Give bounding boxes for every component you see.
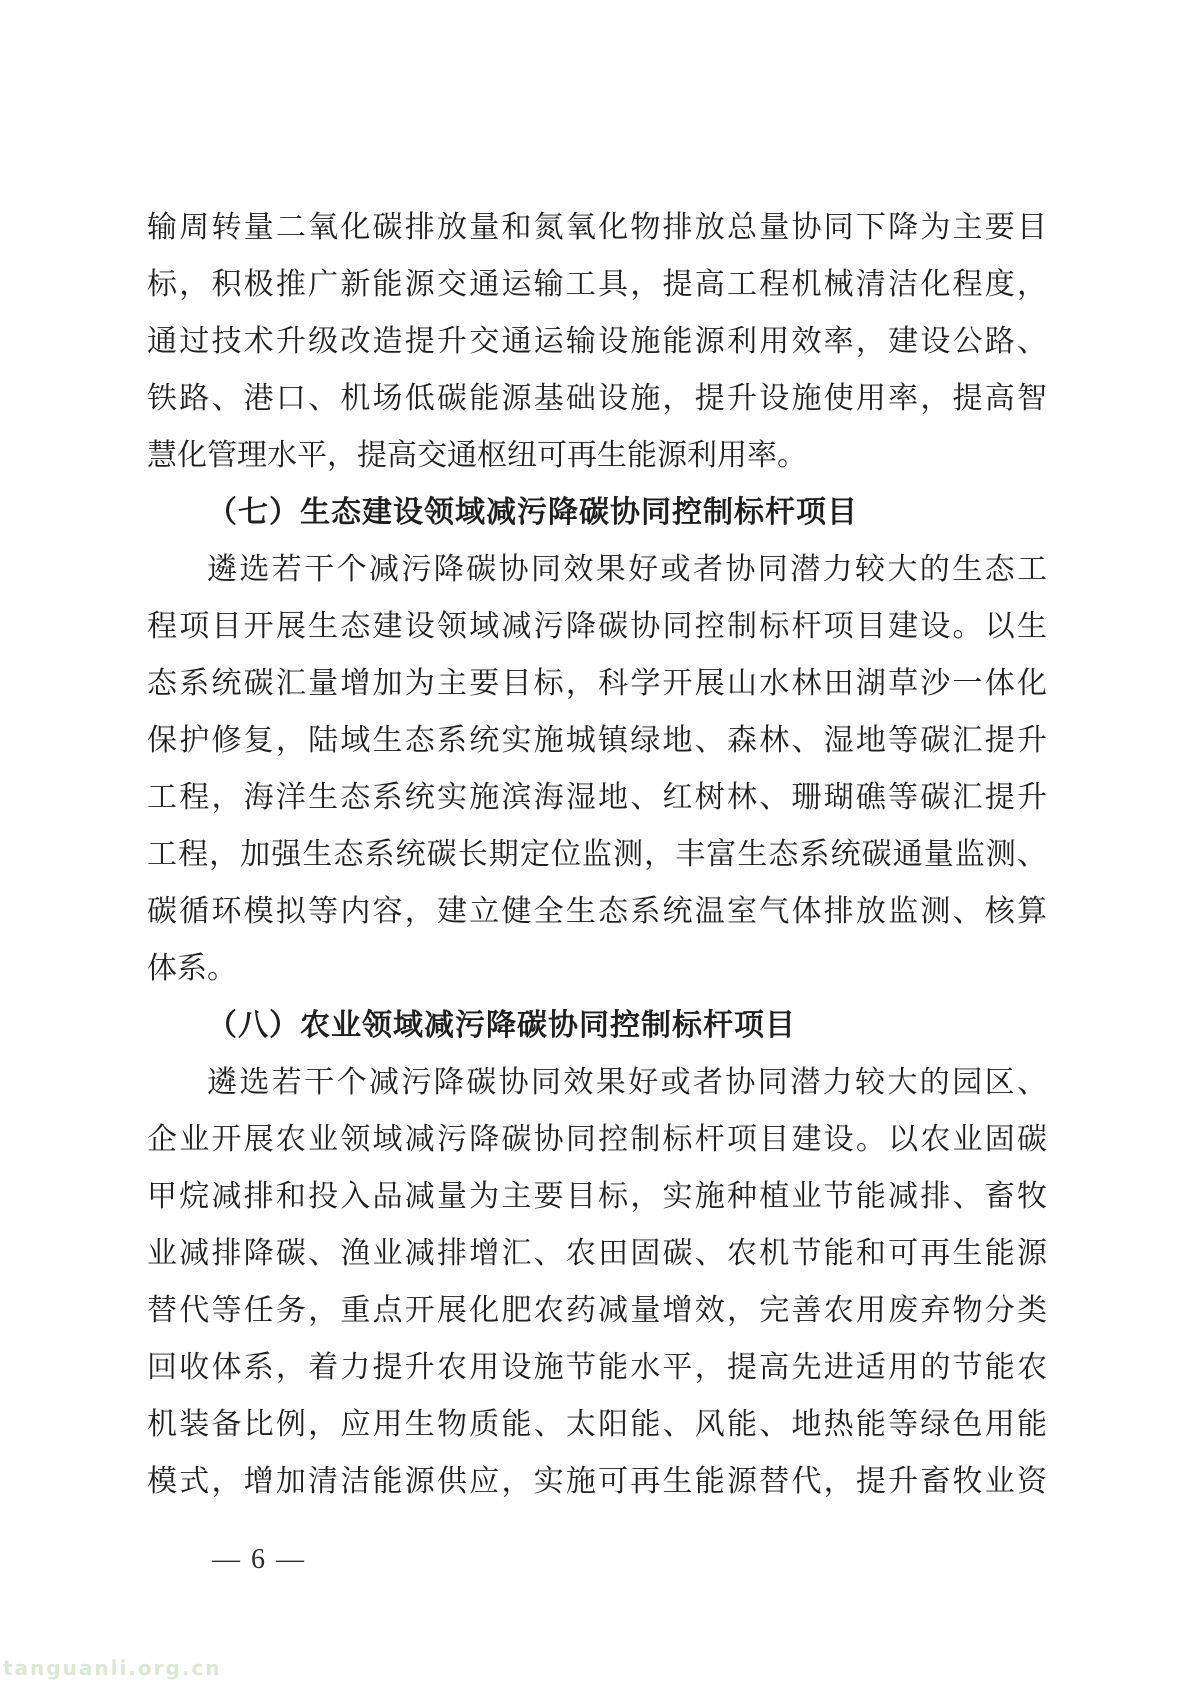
text-line: 通过技术升级改造提升交通运输设施能源利用效率，建设公路、 — [147, 325, 1047, 358]
watermark-text: tanguanli.org.cn — [3, 1656, 222, 1680]
text-line: 工程，海洋生态系统实施滨海湿地、红树林、珊瑚礁等碳汇提升 — [147, 781, 1047, 814]
text-line: 态系统碳汇量增加为主要目标，科学开展山水林田湖草沙一体化 — [147, 667, 1047, 700]
text-line: 输周转量二氧化碳排放量和氮氧化物排放总量协同下降为主要目 — [147, 211, 1047, 244]
section-heading: （八）农业领域减污降碳协同控制标杆项目 — [207, 1009, 796, 1042]
text-line: 体系。 — [147, 952, 237, 985]
text-line: 碳循环模拟等内容，建立健全生态系统温室气体排放监测、核算 — [147, 895, 1047, 928]
text-line: 企业开展农业领域减污降碳协同控制标杆项目建设。以农业固碳 — [147, 1123, 1047, 1156]
text-line: 工程，加强生态系统碳长期定位监测，丰富生态系统碳通量监测、 — [147, 838, 1047, 871]
text-line: 遴选若干个减污降碳协同效果好或者协同潜力较大的生态工 — [207, 553, 1047, 586]
text-line: 回收体系，着力提升农用设施节能水平，提高先进适用的节能农 — [147, 1351, 1047, 1384]
text-line: 慧化管理水平，提高交通枢纽可再生能源利用率。 — [147, 439, 807, 472]
text-line: 铁路、港口、机场低碳能源基础设施，提升设施使用率，提高智 — [147, 382, 1047, 415]
text-line: 保护修复，陆域生态系统实施城镇绿地、森林、湿地等碳汇提升 — [147, 724, 1047, 757]
text-line: 业减排降碳、渔业减排增汇、农田固碳、农机节能和可再生能源 — [147, 1237, 1047, 1270]
section-heading: （七）生态建设领域减污降碳协同控制标杆项目 — [207, 496, 858, 529]
text-line: 甲烷减排和投入品减量为主要目标，实施种植业节能减排、畜牧 — [147, 1180, 1047, 1213]
document-text-block — [147, 199, 1047, 1510]
text-line: 标，积极推广新能源交通运输工具，提高工程机械清洁化程度， — [147, 268, 1047, 301]
page-number: — 6 — — [212, 1544, 306, 1575]
text-line: 程项目开展生态建设领域减污降碳协同控制标杆项目建设。以生 — [147, 610, 1047, 643]
text-line: 机装备比例，应用生物质能、太阳能、风能、地热能等绿色用能 — [147, 1408, 1047, 1441]
text-line: 替代等任务，重点开展化肥农药减量增效，完善农用废弃物分类 — [147, 1294, 1047, 1327]
text-line: 模式，增加清洁能源供应，实施可再生能源替代，提升畜牧业资 — [147, 1465, 1047, 1498]
text-line: 遴选若干个减污降碳协同效果好或者协同潜力较大的园区、 — [207, 1066, 1047, 1099]
